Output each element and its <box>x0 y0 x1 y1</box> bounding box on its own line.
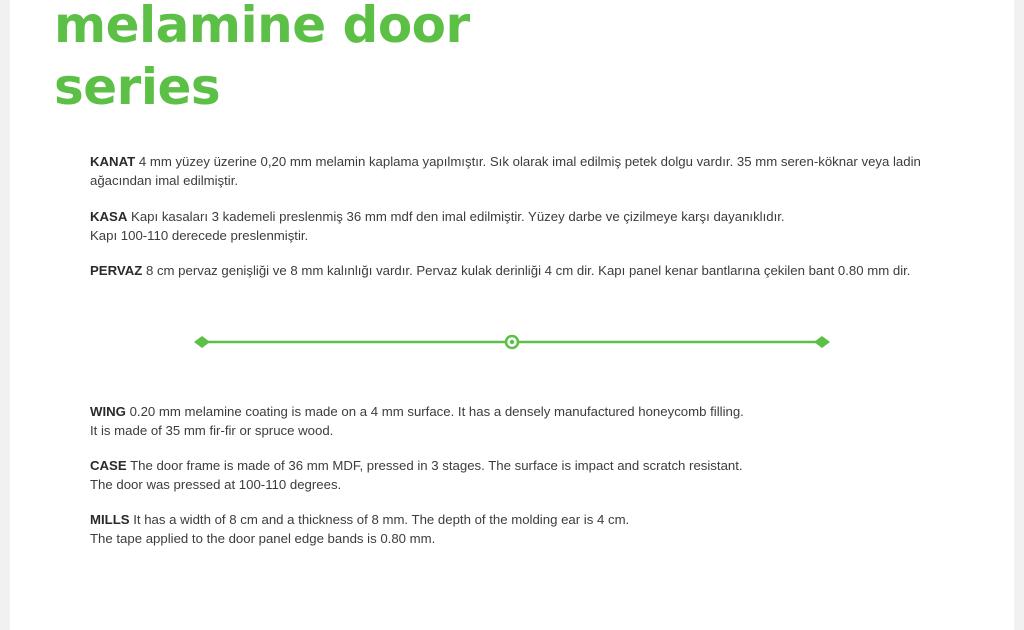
paragraph-text: 8 cm pervaz genişliği ve 8 mm kalınlığı vardır. Pervaz kulak derinliği 4 cm dir. Kapı panel kenar bantlarına çekilen bant 0.80 mm dir. <box>142 263 911 278</box>
paragraph-mills <box>90 510 970 548</box>
paragraph-label: CASE <box>90 458 127 473</box>
paragraph-text: It has a width of 8 cm and a thickness of 8 mm. The depth of the molding ear is 4 cm. The tape applied to the door panel edge bands is 0.80 mm. <box>90 512 630 546</box>
paragraph-wing <box>90 402 970 440</box>
paragraph-label: KANAT <box>90 154 136 169</box>
paragraph-text: The door frame is made of 36 mm MDF, pressed in 3 stages. The surface is impact and scratch resistant. The door was pressed at 100-110 degrees. <box>90 458 743 492</box>
paragraph-kasa <box>90 207 970 245</box>
paragraph-label: WING <box>90 404 126 419</box>
paragraph-kanat <box>90 152 970 190</box>
paragraph-case <box>90 456 970 494</box>
paragraph-text: 4 mm yüzey üzerine 0,20 mm melamin kaplama yapılmıştır. Sık olarak imal edilmiş petek dolgu vardır. 35 mm seren-köknar veya ladin ağacından imal edilmiştir. <box>90 154 921 188</box>
paragraph-label: PERVAZ <box>90 263 143 278</box>
document-page <box>10 0 1014 630</box>
paragraph-text: 0.20 mm melamine coating is made on a 4 mm surface. It has a densely manufactured honeycomb filling. It is made of 35 mm fir-fir or spruce wood. <box>90 404 744 438</box>
paragraph-pervaz <box>90 261 970 280</box>
paragraph-text: Kapı kasaları 3 kademeli preslenmiş 36 mm mdf den imal edilmiştir. Yüzey darbe ve çizilmeye karşı dayanıklıdır. Kapı 100-110 derecede preslenmiştir. <box>90 209 785 243</box>
page-title: melamine door series <box>54 0 470 116</box>
paragraph-label: KASA <box>90 209 128 224</box>
ornamental-divider-icon <box>192 330 832 354</box>
paragraph-label: MILLS <box>90 512 130 527</box>
